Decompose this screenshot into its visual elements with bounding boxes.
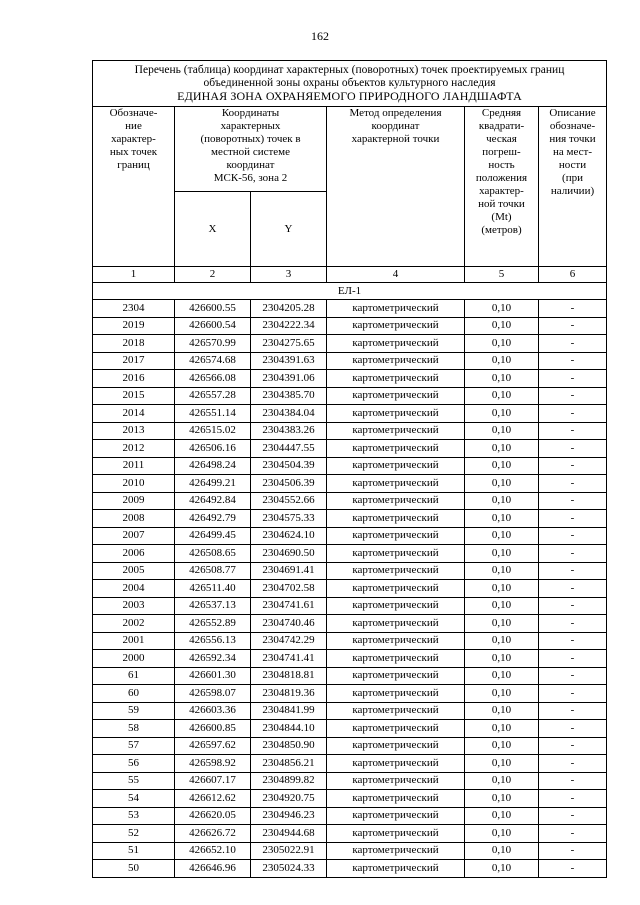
title-line-1: Перечень (таблица) координат характерных (поворотных) точек проектируемых границ [134, 64, 565, 76]
table-title [93, 61, 607, 107]
point-id-cell: 2012 [93, 440, 175, 458]
method-cell: картометрический [327, 300, 465, 318]
coord-x-cell: 426574.68 [175, 352, 251, 370]
mean-error-cell: 0,10 [465, 387, 539, 405]
mean-error-cell: 0,10 [465, 737, 539, 755]
description-cell: - [539, 737, 607, 755]
coord-x-cell: 426499.45 [175, 527, 251, 545]
method-cell: картометрический [327, 597, 465, 615]
table-row [93, 387, 607, 405]
method-cell: картометрический [327, 720, 465, 738]
mean-error-cell: 0,10 [465, 790, 539, 808]
header-y: Y [251, 192, 327, 267]
coord-y-cell: 2304690.50 [251, 545, 327, 563]
point-id-cell: 54 [93, 790, 175, 808]
header-method [327, 107, 465, 267]
point-id-cell: 2013 [93, 422, 175, 440]
coord-y-cell: 2304552.66 [251, 492, 327, 510]
header-line: Описание [549, 107, 596, 119]
point-id-cell: 55 [93, 772, 175, 790]
description-cell: - [539, 352, 607, 370]
point-id-cell: 2010 [93, 475, 175, 493]
method-cell: картометрический [327, 457, 465, 475]
coord-x-cell: 426598.92 [175, 755, 251, 773]
description-cell: - [539, 825, 607, 843]
coord-y-cell: 2304850.90 [251, 737, 327, 755]
header-line: характер- [111, 133, 156, 145]
coord-y-cell: 2304385.70 [251, 387, 327, 405]
point-id-cell: 2019 [93, 317, 175, 335]
method-cell: картометрический [327, 440, 465, 458]
description-cell: - [539, 527, 607, 545]
mean-error-cell: 0,10 [465, 562, 539, 580]
coord-y-cell: 2304222.34 [251, 317, 327, 335]
mean-error-cell: 0,10 [465, 335, 539, 353]
mean-error-cell: 0,10 [465, 685, 539, 703]
table-row [93, 772, 607, 790]
coord-y-cell: 2304575.33 [251, 510, 327, 528]
description-cell: - [539, 807, 607, 825]
method-cell: картометрический [327, 737, 465, 755]
coord-x-cell: 426537.13 [175, 597, 251, 615]
point-id-cell: 2017 [93, 352, 175, 370]
table-row [93, 702, 607, 720]
mean-error-cell: 0,10 [465, 440, 539, 458]
point-id-cell: 50 [93, 860, 175, 878]
method-cell: картометрический [327, 842, 465, 860]
method-cell: картометрический [327, 650, 465, 668]
table-row [93, 632, 607, 650]
header-x: X [175, 192, 251, 267]
coord-x-cell: 426511.40 [175, 580, 251, 598]
description-cell: - [539, 790, 607, 808]
method-cell: картометрический [327, 632, 465, 650]
coord-y-cell: 2304383.26 [251, 422, 327, 440]
method-cell: картометрический [327, 772, 465, 790]
method-cell: картометрический [327, 580, 465, 598]
header-line: Обозначе- [109, 107, 158, 119]
method-cell: картометрический [327, 825, 465, 843]
coord-x-cell: 426646.96 [175, 860, 251, 878]
method-cell: картометрический [327, 545, 465, 563]
coord-x-cell: 426607.17 [175, 772, 251, 790]
column-number: 2 [175, 267, 251, 283]
point-id-cell: 58 [93, 720, 175, 738]
header-line: квадрати- [478, 120, 525, 132]
coord-y-cell: 2304819.36 [251, 685, 327, 703]
method-cell: картометрический [327, 755, 465, 773]
coord-y-cell: 2305024.33 [251, 860, 327, 878]
table-row [93, 685, 607, 703]
header-line: ной точки [478, 198, 525, 210]
header-line: местной системе [210, 146, 290, 158]
coord-x-cell: 426551.14 [175, 405, 251, 423]
header-line: характер- [479, 185, 524, 197]
mean-error-cell: 0,10 [465, 457, 539, 475]
mean-error-cell: 0,10 [465, 545, 539, 563]
coord-x-cell: 426601.30 [175, 667, 251, 685]
mean-error-cell: 0,10 [465, 807, 539, 825]
coord-x-cell: 426556.13 [175, 632, 251, 650]
coord-x-cell: 426557.28 [175, 387, 251, 405]
table-row [93, 457, 607, 475]
header-line: положения [475, 172, 528, 184]
mean-error-cell: 0,10 [465, 475, 539, 493]
description-cell: - [539, 597, 607, 615]
description-cell: - [539, 370, 607, 388]
table-row [93, 755, 607, 773]
header-line: ческая [486, 133, 517, 145]
coord-x-cell: 426492.79 [175, 510, 251, 528]
column-numbers-row [93, 267, 607, 283]
mean-error-cell: 0,10 [465, 352, 539, 370]
mean-error-cell: 0,10 [465, 650, 539, 668]
point-id-cell: 2003 [93, 597, 175, 615]
coord-x-cell: 426600.85 [175, 720, 251, 738]
method-cell: картометрический [327, 860, 465, 878]
description-cell: - [539, 860, 607, 878]
table-row [93, 825, 607, 843]
header-mean-error [465, 107, 539, 267]
table-row [93, 352, 607, 370]
method-cell: картометрический [327, 667, 465, 685]
description-cell: - [539, 492, 607, 510]
method-cell: картометрический [327, 387, 465, 405]
description-cell: - [539, 317, 607, 335]
coord-y-cell: 2304384.04 [251, 405, 327, 423]
coord-y-cell: 2304899.82 [251, 772, 327, 790]
mean-error-cell: 0,10 [465, 615, 539, 633]
mean-error-cell: 0,10 [465, 405, 539, 423]
coord-x-cell: 426499.21 [175, 475, 251, 493]
point-id-cell: 2002 [93, 615, 175, 633]
mean-error-cell: 0,10 [465, 702, 539, 720]
column-number: 4 [327, 267, 465, 283]
point-id-cell: 2016 [93, 370, 175, 388]
coord-x-cell: 426498.24 [175, 457, 251, 475]
header-line: характерных [220, 120, 281, 132]
coord-x-cell: 426508.65 [175, 545, 251, 563]
mean-error-cell: 0,10 [465, 720, 539, 738]
method-cell: картометрический [327, 685, 465, 703]
point-id-cell: 2004 [93, 580, 175, 598]
mean-error-cell: 0,10 [465, 527, 539, 545]
header-line: ности [558, 159, 587, 171]
coord-x-cell: 426620.05 [175, 807, 251, 825]
coord-y-cell: 2304946.23 [251, 807, 327, 825]
table-row [93, 720, 607, 738]
table-row [93, 790, 607, 808]
coord-x-cell: 426506.16 [175, 440, 251, 458]
coord-y-cell: 2304920.75 [251, 790, 327, 808]
description-cell: - [539, 615, 607, 633]
description-cell: - [539, 650, 607, 668]
mean-error-cell: 0,10 [465, 422, 539, 440]
point-id-cell: 51 [93, 842, 175, 860]
table-row [93, 527, 607, 545]
coord-y-cell: 2304447.55 [251, 440, 327, 458]
description-cell: - [539, 335, 607, 353]
table-row [93, 842, 607, 860]
coord-x-cell: 426652.10 [175, 842, 251, 860]
description-cell: - [539, 405, 607, 423]
header-description [539, 107, 607, 267]
header-line: границ [117, 159, 150, 171]
table-row [93, 650, 607, 668]
table-row [93, 597, 607, 615]
mean-error-cell: 0,10 [465, 632, 539, 650]
method-cell: картометрический [327, 335, 465, 353]
section-label: ЕЛ-1 [93, 283, 607, 300]
table-row [93, 615, 607, 633]
point-id-cell: 2005 [93, 562, 175, 580]
description-cell: - [539, 667, 607, 685]
coord-x-cell: 426492.84 [175, 492, 251, 510]
header-line: координат [371, 120, 420, 132]
description-cell: - [539, 702, 607, 720]
header-line: ние [125, 120, 142, 132]
table-row [93, 370, 607, 388]
mean-error-cell: 0,10 [465, 317, 539, 335]
coord-y-cell: 2304391.06 [251, 370, 327, 388]
method-cell: картометрический [327, 615, 465, 633]
method-cell: картометрический [327, 702, 465, 720]
coord-x-cell: 426508.77 [175, 562, 251, 580]
coord-x-cell: 426597.62 [175, 737, 251, 755]
header-point-designation [93, 107, 175, 267]
table-row [93, 317, 607, 335]
description-cell: - [539, 632, 607, 650]
description-cell: - [539, 685, 607, 703]
header-line: обозначе- [549, 120, 596, 132]
point-id-cell: 2018 [93, 335, 175, 353]
method-cell: картометрический [327, 422, 465, 440]
point-id-cell: 2008 [93, 510, 175, 528]
header-line: (метров) [481, 224, 522, 236]
header-line: Координаты [221, 107, 280, 119]
point-id-cell: 2000 [93, 650, 175, 668]
method-cell: картометрический [327, 475, 465, 493]
description-cell: - [539, 300, 607, 318]
table-row [93, 510, 607, 528]
coord-y-cell: 2304740.46 [251, 615, 327, 633]
table-row [93, 335, 607, 353]
header-line: на мест- [553, 146, 593, 158]
point-id-cell: 60 [93, 685, 175, 703]
mean-error-cell: 0,10 [465, 580, 539, 598]
point-id-cell: 52 [93, 825, 175, 843]
description-cell: - [539, 475, 607, 493]
description-cell: - [539, 755, 607, 773]
method-cell: картометрический [327, 317, 465, 335]
coord-x-cell: 426600.54 [175, 317, 251, 335]
point-id-cell: 57 [93, 737, 175, 755]
coord-x-cell: 426598.07 [175, 685, 251, 703]
coord-y-cell: 2304741.41 [251, 650, 327, 668]
header-line: (поворотных) точек в [200, 133, 301, 145]
coord-x-cell: 426570.99 [175, 335, 251, 353]
mean-error-cell: 0,10 [465, 370, 539, 388]
description-cell: - [539, 720, 607, 738]
description-cell: - [539, 440, 607, 458]
coord-y-cell: 2304691.41 [251, 562, 327, 580]
coord-y-cell: 2304742.29 [251, 632, 327, 650]
zone-name: ЕДИНАЯ ЗОНА ОХРАНЯЕМОГО ПРИРОДНОГО ЛАНДШАФТА [177, 89, 522, 103]
header-line: координат [226, 159, 275, 171]
point-id-cell: 59 [93, 702, 175, 720]
coord-x-cell: 426600.55 [175, 300, 251, 318]
coord-y-cell: 2304856.21 [251, 755, 327, 773]
description-cell: - [539, 387, 607, 405]
header-line: (при [562, 172, 583, 184]
description-cell: - [539, 422, 607, 440]
coord-x-cell: 426626.72 [175, 825, 251, 843]
header-line: (Mt) [491, 211, 512, 223]
point-id-cell: 2009 [93, 492, 175, 510]
mean-error-cell: 0,10 [465, 510, 539, 528]
point-id-cell: 2014 [93, 405, 175, 423]
table-row [93, 667, 607, 685]
table-row [93, 300, 607, 318]
method-cell: картометрический [327, 790, 465, 808]
mean-error-cell: 0,10 [465, 667, 539, 685]
description-cell: - [539, 562, 607, 580]
column-number: 1 [93, 267, 175, 283]
method-cell: картометрический [327, 527, 465, 545]
table-row [93, 860, 607, 878]
method-cell: картометрический [327, 405, 465, 423]
method-cell: картометрический [327, 492, 465, 510]
coord-x-cell: 426592.34 [175, 650, 251, 668]
point-id-cell: 2006 [93, 545, 175, 563]
method-cell: картометрический [327, 562, 465, 580]
coord-y-cell: 2304841.99 [251, 702, 327, 720]
page-number: 162 [311, 29, 329, 43]
table-row [93, 440, 607, 458]
header-line: Средняя [481, 107, 522, 119]
coord-x-cell: 426566.08 [175, 370, 251, 388]
coord-y-cell: 2304205.28 [251, 300, 327, 318]
mean-error-cell: 0,10 [465, 492, 539, 510]
table-row [93, 545, 607, 563]
mean-error-cell: 0,10 [465, 825, 539, 843]
header-line: ния точки [549, 133, 596, 145]
coord-x-cell: 426552.89 [175, 615, 251, 633]
coord-y-cell: 2304944.68 [251, 825, 327, 843]
coord-y-cell: 2304624.10 [251, 527, 327, 545]
coord-y-cell: 2304391.63 [251, 352, 327, 370]
header-line: МСК-56, зона 2 [213, 172, 288, 184]
point-id-cell: 61 [93, 667, 175, 685]
description-cell: - [539, 842, 607, 860]
mean-error-cell: 0,10 [465, 772, 539, 790]
coord-x-cell: 426603.36 [175, 702, 251, 720]
description-cell: - [539, 772, 607, 790]
mean-error-cell: 0,10 [465, 860, 539, 878]
coord-y-cell: 2304741.61 [251, 597, 327, 615]
table-row [93, 737, 607, 755]
point-id-cell: 56 [93, 755, 175, 773]
coord-y-cell: 2304506.39 [251, 475, 327, 493]
mean-error-cell: 0,10 [465, 597, 539, 615]
description-cell: - [539, 510, 607, 528]
table-row [93, 807, 607, 825]
coord-y-cell: 2304818.81 [251, 667, 327, 685]
column-number: 5 [465, 267, 539, 283]
point-id-cell: 2015 [93, 387, 175, 405]
coord-y-cell: 2304504.39 [251, 457, 327, 475]
coordinates-table [92, 60, 607, 878]
table-row [93, 405, 607, 423]
table-row [93, 422, 607, 440]
description-cell: - [539, 545, 607, 563]
mean-error-cell: 0,10 [465, 842, 539, 860]
point-id-cell: 53 [93, 807, 175, 825]
header-line: наличии) [550, 185, 595, 197]
table-row [93, 562, 607, 580]
header-line: ных точек [109, 146, 158, 158]
header-line: характерной точки [351, 133, 440, 145]
header-line: ность [488, 159, 515, 171]
header-line: погреш- [482, 146, 521, 158]
coord-y-cell: 2304275.65 [251, 335, 327, 353]
point-id-cell: 2304 [93, 300, 175, 318]
method-cell: картометрический [327, 807, 465, 825]
column-number: 3 [251, 267, 327, 283]
description-cell: - [539, 580, 607, 598]
method-cell: картометрический [327, 370, 465, 388]
method-cell: картометрический [327, 510, 465, 528]
table-row [93, 475, 607, 493]
coord-x-cell: 426612.62 [175, 790, 251, 808]
coord-x-cell: 426515.02 [175, 422, 251, 440]
title-line-2: объединенной зоны охраны объектов культурного наследия [203, 77, 496, 89]
method-cell: картометрический [327, 352, 465, 370]
coord-y-cell: 2304702.58 [251, 580, 327, 598]
mean-error-cell: 0,10 [465, 300, 539, 318]
table-row [93, 492, 607, 510]
header-line: Метод определения [349, 107, 442, 119]
point-id-cell: 2001 [93, 632, 175, 650]
column-number: 6 [539, 267, 607, 283]
point-id-cell: 2011 [93, 457, 175, 475]
header-coordinates [175, 107, 327, 192]
coord-y-cell: 2304844.10 [251, 720, 327, 738]
mean-error-cell: 0,10 [465, 755, 539, 773]
point-id-cell: 2007 [93, 527, 175, 545]
table-row [93, 580, 607, 598]
coord-y-cell: 2305022.91 [251, 842, 327, 860]
description-cell: - [539, 457, 607, 475]
